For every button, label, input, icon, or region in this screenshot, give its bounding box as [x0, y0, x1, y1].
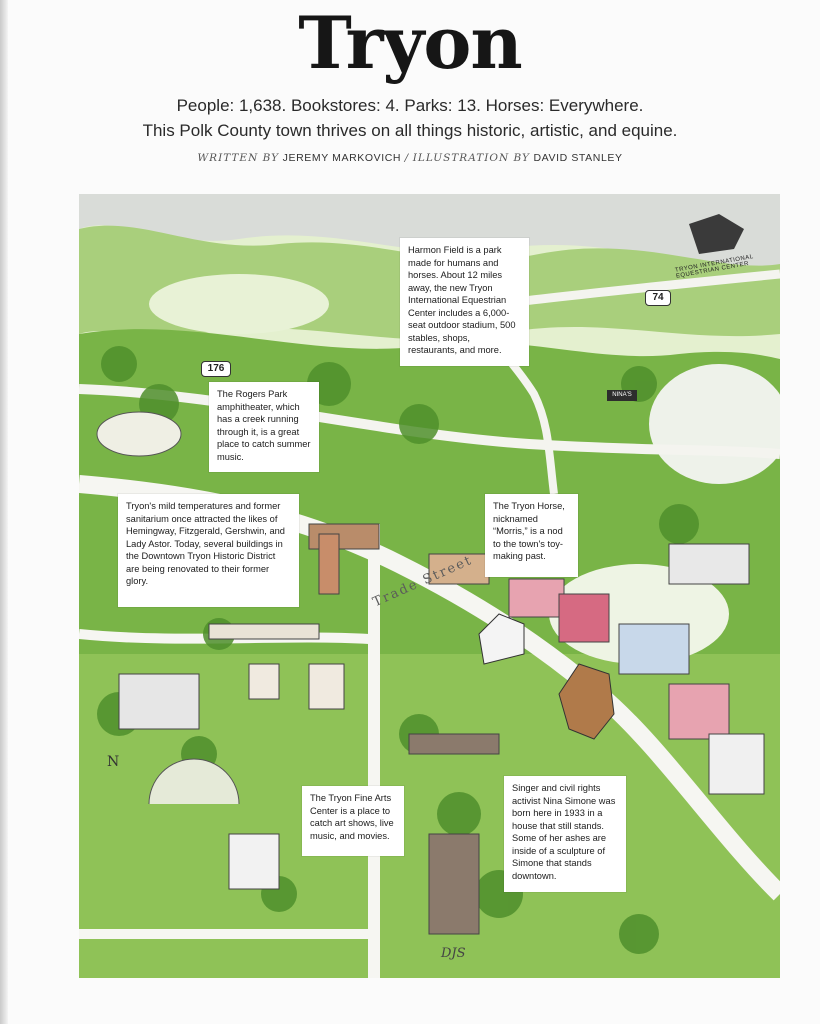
callout-historic-district: Tryon's mild temperatures and former sanitarium once attracted the likes of Hemingway, Fitzgerald, Gershwin, and Lady Astor. Today, several buildings in the Downtown Tryon Historic District are being renovated to their former glory. — [118, 494, 299, 607]
rogers-park-amphitheater — [97, 412, 181, 456]
byline — [0, 152, 820, 164]
dek-stats: People: 1,638. Bookstores: 4. Parks: 13. Horses: Everywhere. — [176, 96, 644, 115]
town-map-illustration — [79, 194, 780, 978]
callout-fine-arts-center: The Tryon Fine Arts Center is a place to catch art shows, live music, and movies. — [302, 786, 404, 856]
route-74-shield: 74 — [645, 290, 671, 306]
callout-nina-simone: Singer and civil rights activist Nina Simone was born here in 1933 in a house that still stands. Some of her ashes are inside of a sculpture of Simone that stands downtown. — [504, 776, 626, 892]
illustrator-name: DAVID STANLEY — [533, 152, 623, 164]
callout-tryon-horse: The Tryon Horse, nicknamed “Morris,” is a nod to the town's toy-making past. — [485, 494, 578, 577]
byline-separator: / — [404, 152, 410, 164]
callout-harmon-field: Harmon Field is a park made for humans and horses. About 12 miles away, the new Tryon International Equestrian Center includes a 6,000-seat outdoor stadium, 500 stables, shops, restaurants, and more. — [400, 238, 529, 366]
written-by-label: WRITTEN BY — [197, 152, 280, 164]
route-176-shield: 176 — [201, 361, 231, 377]
callout-rogers-park: The Rogers Park amphitheater, which has a creek running through it, is a great place to catch summer music. — [209, 382, 319, 472]
trade-street-label: Trade Street — [370, 552, 476, 611]
ninas-sign: NINA'S — [607, 390, 637, 401]
page-title: Tryon — [298, 0, 522, 85]
illustration-by-label: ILLUSTRATION BY — [412, 152, 530, 164]
equestrian-center-sign: TRYON INTERNATIONAL EQUESTRIAN CENTER — [674, 254, 754, 280]
dek-description: This Polk County town thrives on all things historic, artistic, and equine. — [142, 121, 678, 140]
artist-signature: DJS — [441, 946, 466, 961]
north-marker: N — [107, 754, 120, 770]
author-name: JEREMY MARKOVICH — [282, 152, 402, 164]
harmon-field-open-area — [149, 274, 329, 334]
